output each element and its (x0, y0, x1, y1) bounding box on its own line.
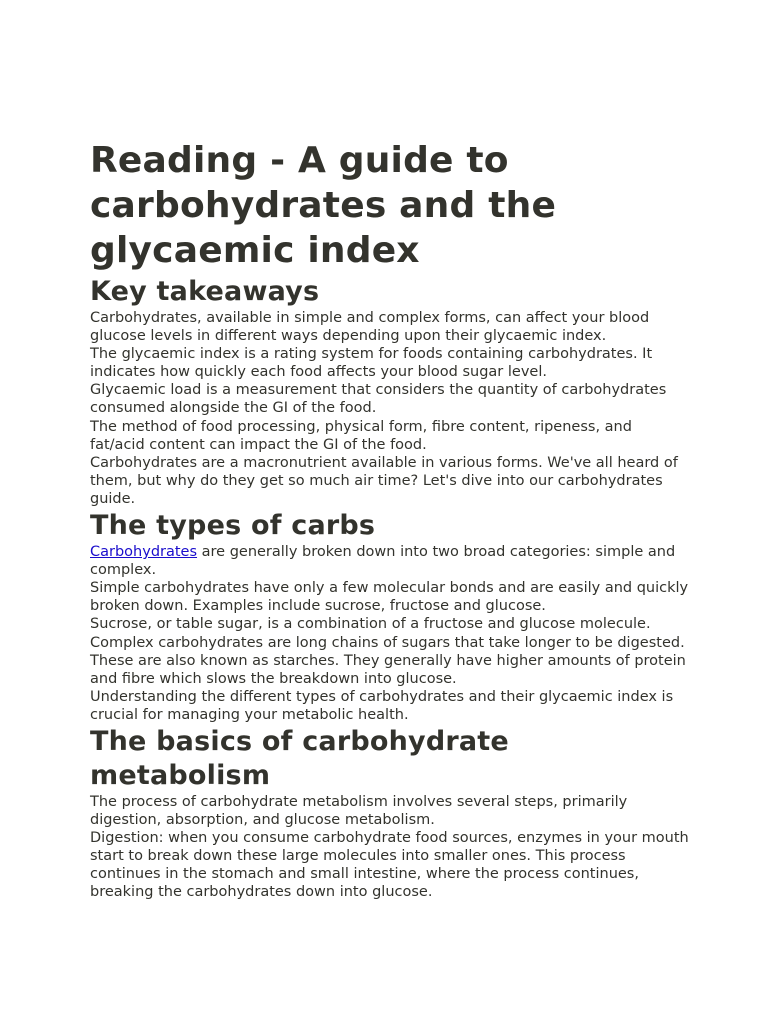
body-paragraph: Simple carbohydrates have only a few molecular bonds and are easily and quickly broken down. Examples include sucrose, fructose and glucose. (90, 580, 689, 615)
page-title: Reading - A guide to carbohydrates and the glycaemic index (90, 140, 557, 271)
section-heading-types-of-carbs: The types of carbs (90, 510, 376, 542)
takeaway-paragraph: Carbohydrates, available in simple and complex forms, can affect your blood glucose levels in different ways depending upon their glycaemic index. (90, 310, 650, 345)
carbs-categories-text: are generally broken down into two broad categories: simple and complex. (90, 544, 676, 579)
takeaway-paragraph: The method of food processing, physical form, fibre content, ripeness, and fat/acid content can impact the GI of the food. (90, 418, 632, 453)
takeaway-paragraph: Glycaemic load is a measurement that considers the quantity of carbohydrates consumed alongside the GI of the food. (90, 382, 667, 417)
takeaway-paragraph: The glycaemic index is a rating system for foods containing carbohydrates. It indicates how quickly each food affects your blood sugar level. (90, 346, 653, 381)
body-paragraph: Digestion: when you consume carbohydrate food sources, enzymes in your mouth start to break down these large molecules into smaller ones. This process continues in the stomach and small intestine, where the process continues, breaking the carbohydrates down into glucose. (90, 830, 689, 901)
body-paragraph: Sucrose, or table sugar, is a combination of a fructose and glucose molecule. (90, 616, 651, 633)
body-paragraph: Understanding the different types of carbohydrates and their glycaemic index is crucial for managing your metabolic health. (90, 688, 674, 723)
body-paragraph: The process of carbohydrate metabolism involves several steps, primarily digestion, absorption, and glucose metabolism. (90, 793, 628, 829)
body-paragraph: Complex carbohydrates are long chains of sugars that take longer to be digested. These are also known as starches. They generally have higher amounts of protein and fibre which slows the breakdown into glucose. (90, 634, 686, 687)
intro-paragraph: Carbohydrates are a macronutrient available in various forms. We've all heard of them, but why do they get so much air time? Let's dive into our carbohydrates guide. (90, 454, 678, 507)
carbohydrates-link[interactable]: Carbohydrates (90, 544, 198, 561)
carbs-categories-paragraph (90, 543, 690, 579)
article (90, 138, 690, 902)
section-heading-key-takeaways: Key takeaways (90, 276, 320, 307)
section-heading-carbohydrate-metabolism: The basics of carbohydrate metabolism (90, 725, 509, 791)
